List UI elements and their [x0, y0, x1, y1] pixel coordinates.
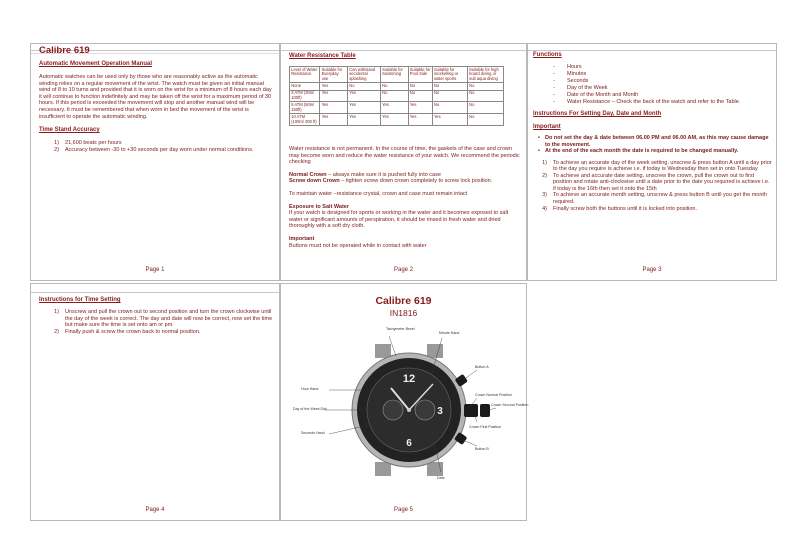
table-cell: No: [432, 83, 467, 90]
list-item: - Water Resistance – Check the back of the watch and refer to the Table.: [553, 99, 741, 105]
water-resistance-paragraph: Water resistance is not permanent. In the course of time, the gaskets of the case and crown may become worn and reduce the water resistance of your watch. We recommend the periodic checking: [289, 146, 520, 166]
page-top-rule: [31, 292, 279, 293]
table-header: Level of Water Resistance: [290, 67, 320, 83]
page-4: [30, 283, 280, 521]
water-resistance-table-heading: Water Resistance Table: [289, 53, 356, 59]
step-number: 2): [542, 172, 547, 179]
section-heading-accuracy: Time Stand Accuracy: [39, 127, 100, 134]
list-item: - Hours: [553, 64, 582, 70]
table-cell: Yes: [380, 102, 408, 114]
seconds-subdial: [415, 400, 435, 420]
step-number: 4): [542, 205, 547, 212]
step-text: To achieve an accurate month setting, unscrew & press button B until you get the month required.: [553, 192, 768, 206]
table-header: Suitable for Pool Side: [408, 67, 432, 83]
section-heading-automatic: Automatic Movement Operation Manual: [39, 61, 153, 67]
hour-hand-label: Hour Hand: [301, 387, 319, 391]
step-text: To achieve an accurate day of the week setting, unscrew & press button A until a day prior to the day you require is achieve i.e. if today is Wednesday then set in onto Tuesday: [553, 159, 772, 173]
table-cell: No: [432, 102, 467, 114]
item-number: 2): [54, 146, 59, 153]
minute-hand-label: Minute Hand: [439, 331, 460, 335]
list-item: - Day of the Week: [553, 85, 608, 91]
table-cell: No: [348, 83, 381, 90]
step-text: To achieve and accurate date setting, unscrew the crown, pull the crown out to first position and rotate anti-clockwise until a date prior to the date you required is achieve i.e. if today is the 16th then set it onto the 15th: [553, 172, 770, 192]
important-heading: Important: [533, 124, 561, 130]
page-number: Page 4: [145, 507, 165, 513]
table-cell: Yes: [408, 102, 432, 114]
function-text: Hours: [567, 64, 582, 70]
water-resistance-table: [289, 66, 504, 126]
page-top-rule: [528, 50, 776, 51]
table-header: Suitable for high board diving or sub aqua diving: [467, 67, 503, 83]
table-row: [290, 114, 504, 126]
day-of-week-subdial: [383, 400, 403, 420]
item-number: 1): [54, 140, 59, 147]
normal-crown-text: – always make sure it is pushed fully into case: [326, 171, 441, 178]
list-item: [45, 147, 275, 154]
table-cell: No: [380, 90, 408, 102]
table-header: Suitable for Everyday use: [320, 67, 348, 83]
page-number: Page 1: [145, 267, 165, 273]
page-number: Page 5: [393, 507, 414, 513]
page-top-rule: [281, 50, 526, 51]
time-setting-heading: Instructions for Time Setting: [39, 297, 121, 303]
important-text: Buttons must not be operated while in contact with water: [289, 242, 427, 249]
setting-steps-list: [533, 160, 773, 213]
table-cell: Yes: [320, 102, 348, 114]
screw-crown-line: [289, 178, 521, 185]
step-number: 1): [542, 159, 547, 166]
table-header: Can withstand accidental splashing: [348, 67, 381, 83]
crown-normal-label: Crown Normal Position: [475, 393, 512, 397]
function-text: Seconds: [567, 78, 589, 84]
table-header: Suitable for Swimming: [380, 67, 408, 83]
list-item: [45, 329, 275, 336]
function-text: Day of the Week: [567, 85, 608, 91]
page-3: [527, 43, 777, 281]
calibre-title: Calibre 619: [375, 295, 432, 307]
list-item: • At the end of the each month the date is required to be changed manually.: [538, 148, 739, 154]
numeral-6: 6: [406, 438, 412, 449]
item-text: 21,600 beats per hours: [65, 140, 122, 147]
function-text: Date of the Month and Month: [567, 92, 639, 98]
list-item: • Do not set the day & date between 06.00 PM and 06.00 AM, as this may cause damage to the movement.: [533, 135, 773, 148]
important-item-text: Do not set the day & date between 06.00 PM and 06.00 AM, as this may cause damage to the movement.: [545, 135, 769, 148]
list-item: [45, 140, 275, 147]
table-cell: 10 ATM (100m/ 300 ft): [290, 114, 320, 126]
setting-heading: Instructions For Setting Day, Date and Month: [533, 111, 662, 117]
table-cell: Yes: [348, 90, 381, 102]
list-item: [533, 206, 773, 213]
table-cell: No: [467, 90, 503, 102]
important-heading: Important: [289, 235, 315, 242]
page-title: Calibre 619: [39, 45, 90, 56]
screw-crown-text: – tighten screw down crown completely to screw lock position.: [339, 178, 493, 185]
table-cell: Yes: [432, 114, 467, 126]
salt-water-heading: Exposure to Salt Water: [289, 203, 350, 210]
salt-water-text: If your watch is designed for sports or working in the water and it becomes exposed to salt water or significant amounts of perspiration, it should be rinsed in fresh water and dried thoroughly with a soft dry cloth.: [289, 210, 509, 230]
table-cell: Yes: [348, 114, 381, 126]
day-of-week-label: Day of the Week Dial: [293, 407, 327, 411]
functions-list: [533, 64, 773, 106]
lug-top-left: [375, 344, 391, 358]
button-a-label: Button A: [475, 365, 489, 369]
page-number: Page 2: [393, 267, 414, 273]
list-item: - Minutes: [553, 71, 587, 77]
list-item: [45, 309, 275, 329]
maintain-paragraph: To maintain water –resistance crystal, crown and case must remain intact: [289, 190, 468, 197]
lug-top-right: [427, 344, 443, 358]
table-cell: No: [408, 83, 432, 90]
normal-crown-label: Normal Crown: [289, 171, 327, 178]
page-2: [280, 43, 527, 281]
table-cell: No: [467, 83, 503, 90]
watch-diagram: [291, 324, 529, 494]
list-item: [533, 173, 773, 193]
step-text: Finally screw both the buttons until it is locked into position.: [553, 205, 697, 212]
page-5: [280, 283, 527, 521]
lug-bottom-left: [375, 462, 391, 476]
table-header-row: [290, 67, 504, 83]
table-cell: No: [408, 90, 432, 102]
table-cell: Yes: [320, 83, 348, 90]
table-cell: 5 ATM (50m/ 150ft): [290, 102, 320, 114]
seconds-hand-label: Seconds Hand: [301, 431, 325, 435]
table-cell: No: [467, 114, 503, 126]
hand-pivot: [407, 408, 411, 412]
normal-crown-line: [289, 172, 521, 179]
numeral-12: 12: [402, 373, 416, 385]
calibre-title: [39, 45, 90, 56]
list-item: [533, 192, 773, 205]
table-cell: No: [467, 102, 503, 114]
time-setting-steps: [45, 309, 275, 335]
page-1: [30, 43, 280, 281]
table-cell: Yes: [380, 114, 408, 126]
step-number: 3): [542, 192, 547, 199]
step-text: Finally push & screw the crown back to normal position.: [65, 328, 201, 335]
crown-second-label: Crown Second Position: [491, 403, 529, 407]
important-list: [533, 135, 773, 155]
automatic-text: Automatic watches can be used only by those who are reasonably active as the automatic winding relies on a regular movement of the wrist. The watch must be given an initial manual wind of 8 to 10 turns and provided that it is worn on the wrist for a minimum of 8 hours each day it will continue to function indefinitely and may be taken off the wrist for a maximum period of 30 hours. If this period is exceeded the movement will stop and another manual wind will be necessary. It must be remembered that when worn in bed the movement of the wrist is insufficient to operate the automatic winding.: [39, 74, 272, 120]
table-cell: Yes: [408, 114, 432, 126]
table-cell: No: [432, 90, 467, 102]
accuracy-list: [45, 140, 275, 153]
list-item: - Date of the Month and Month: [553, 92, 639, 98]
table-cell: Yes: [320, 90, 348, 102]
step-number: 1): [54, 309, 59, 315]
functions-heading: Functions: [533, 52, 562, 58]
function-text: Water Resistance – Check the back of the watch and refer to the Table.: [567, 99, 741, 105]
table-header: Suitable for snorkelling or water sports: [432, 67, 467, 83]
table-row: [290, 90, 504, 102]
table-cell: 3 ATM (30m/ 100ft): [290, 90, 320, 102]
lug-bottom-right: [427, 462, 443, 476]
page-number: Page 3: [642, 267, 662, 273]
list-item: [533, 160, 773, 173]
list-item: - Seconds: [553, 78, 589, 84]
table-cell: None: [290, 83, 320, 90]
step-number: 2): [54, 328, 59, 335]
table-row: [290, 83, 504, 90]
button-b-label: Button B: [475, 447, 489, 451]
tachymeter-bezel-label: Tachymeter Bezel: [386, 327, 415, 331]
function-text: Minutes: [567, 71, 587, 77]
crown-first-label: Crown First Position: [469, 425, 502, 429]
item-text: Accuracy between -30 to +30 seconds per day worn under normal conditions.: [65, 146, 254, 153]
model-number: IN1816: [389, 308, 418, 318]
date-label: Date: [437, 476, 445, 480]
screw-crown-label: Screw down Crown: [289, 178, 340, 185]
step-text: Unscrew and pull the crown out to second position and turn the crown clockwise until the day of the week is correct. The day and date will now be correct, now set the time but make sure the time is set onto am or pm.: [65, 309, 273, 329]
table-row: [290, 102, 504, 114]
important-item-text: At the end of the each month the date is required to be changed manually.: [545, 148, 739, 154]
table-cell: No: [380, 83, 408, 90]
numeral-3: 3: [437, 406, 443, 417]
crown-second-position: [480, 404, 490, 417]
table-cell: Yes: [320, 114, 348, 126]
table-cell: Yes: [348, 102, 381, 114]
